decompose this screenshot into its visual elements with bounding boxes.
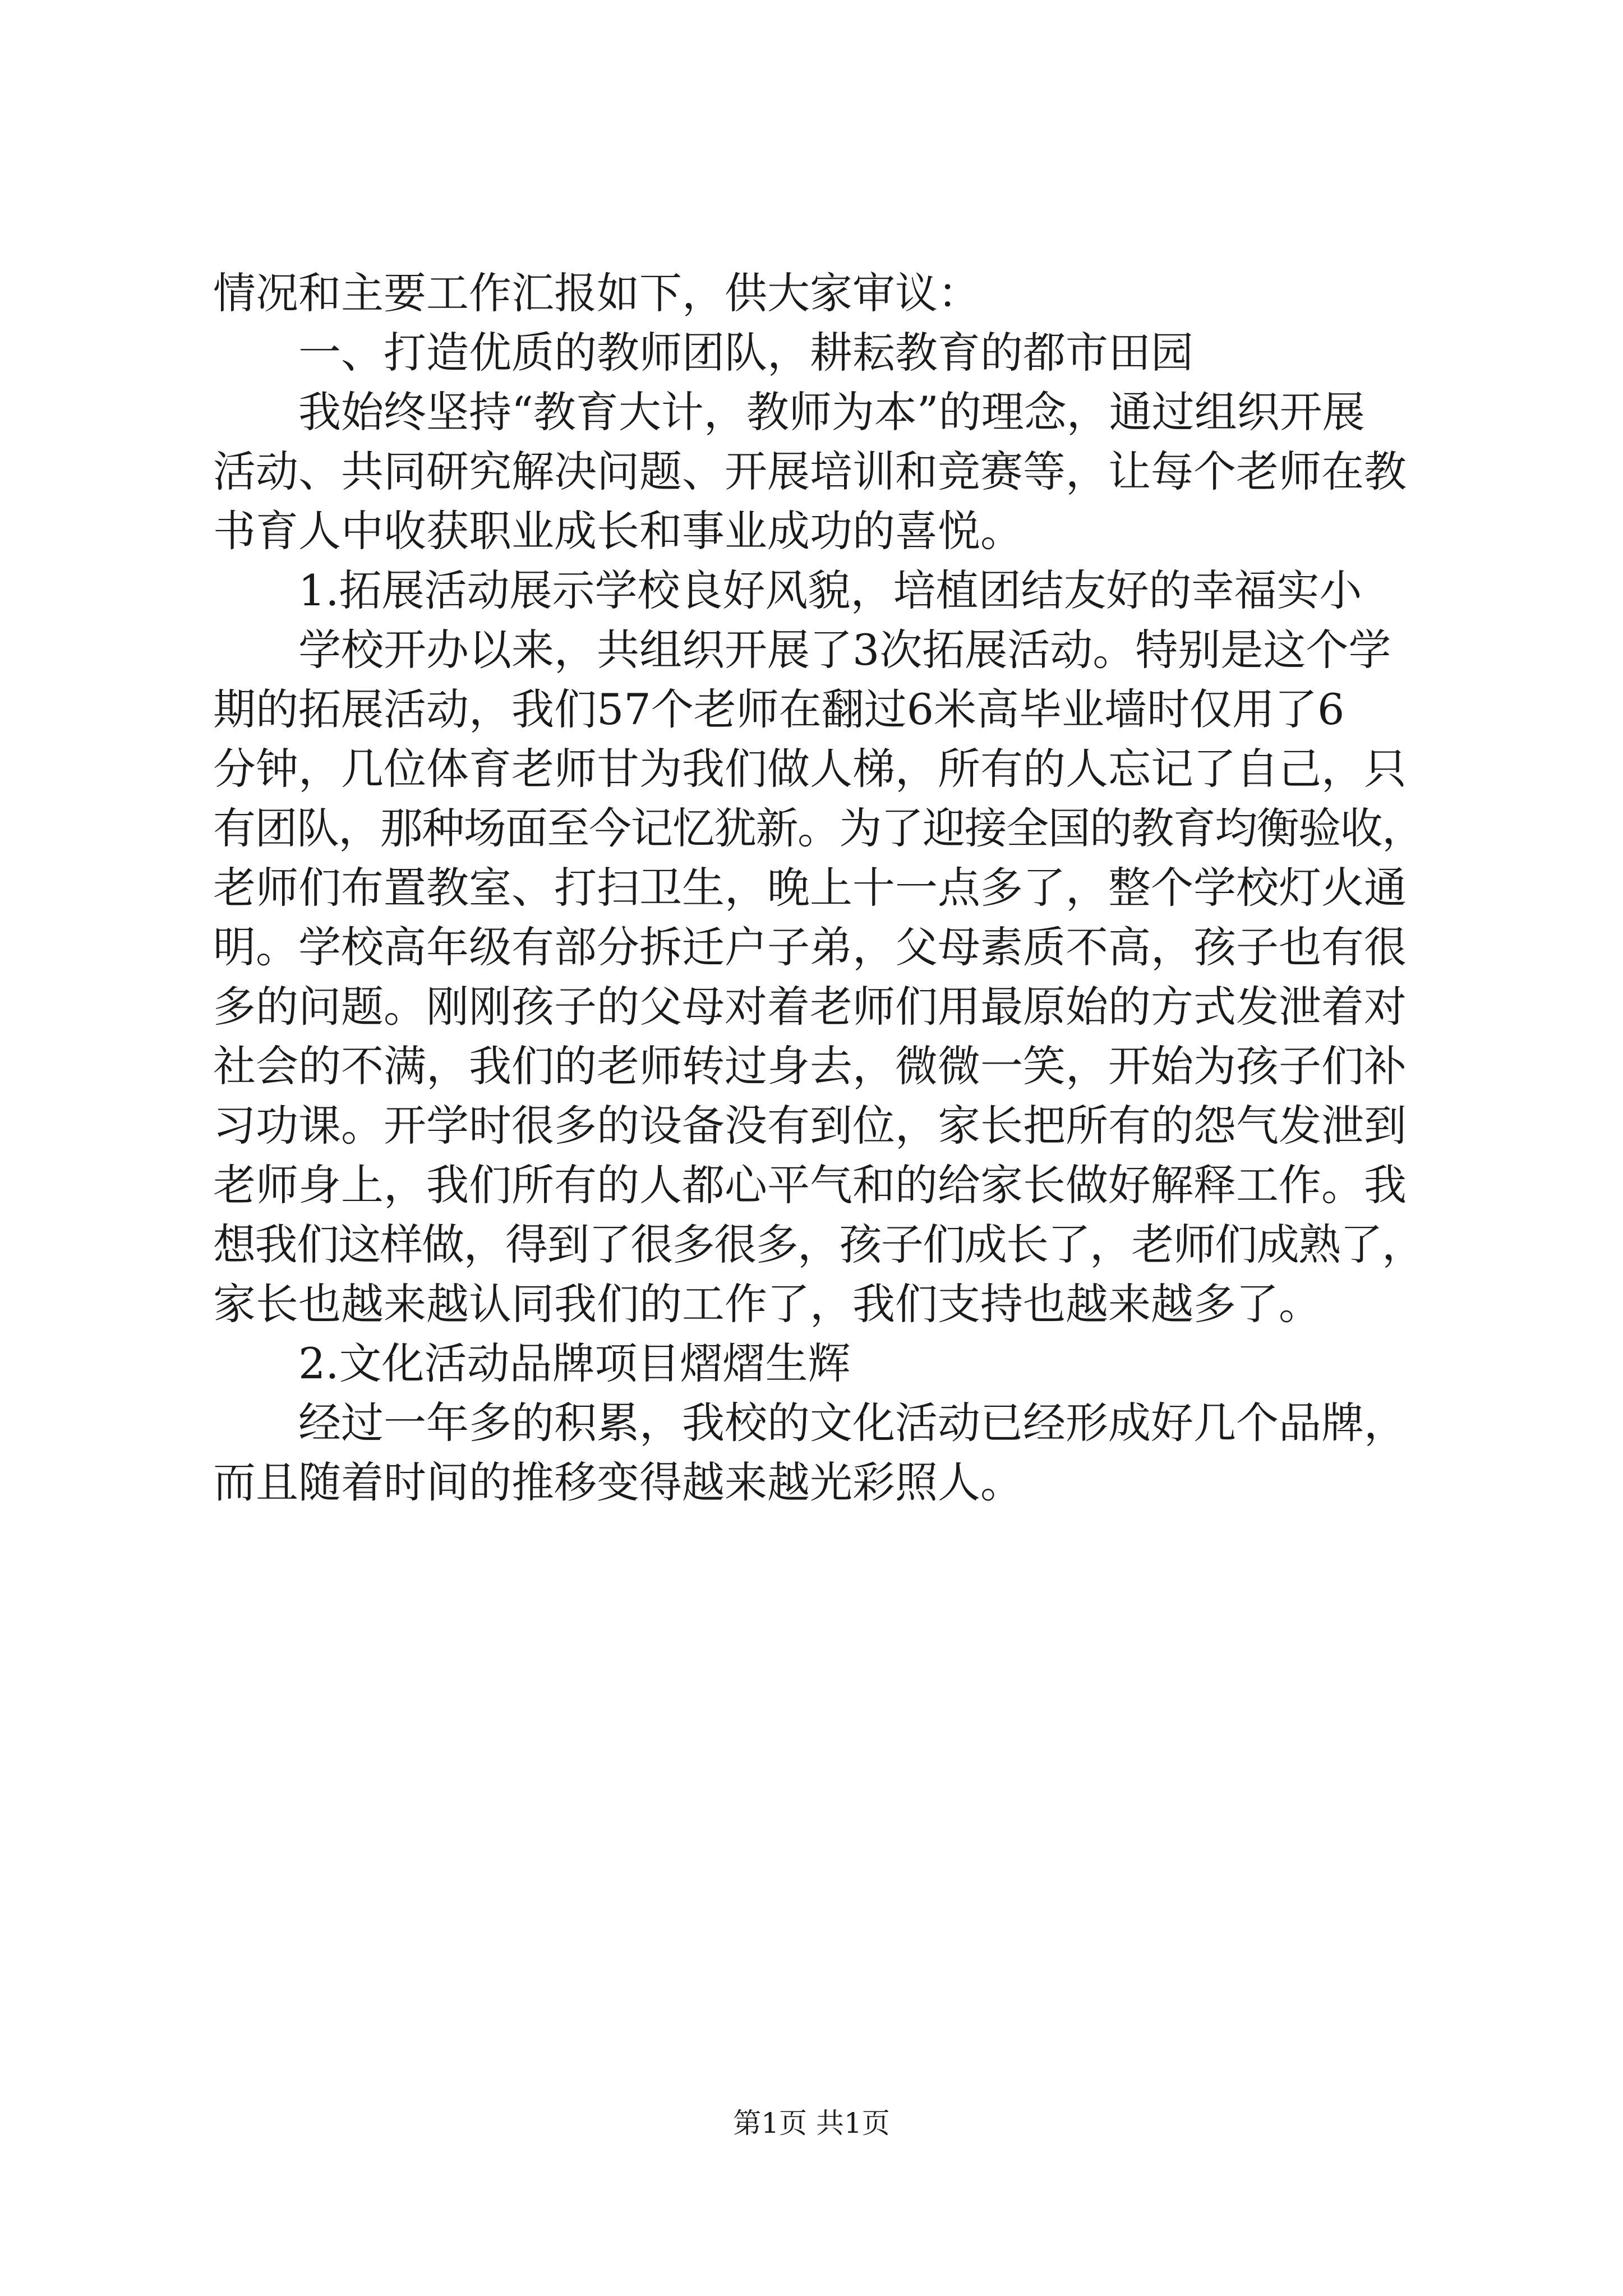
text-line-13: 多的问题。刚刚孩子的父母对着老师们用最原始的方式发泄着对 — [213, 982, 1407, 1032]
text-line-21: 而且随着时间的推移变得越来越光彩照人。 — [213, 1457, 1023, 1507]
text-line-16: 老师身上，我们所有的人都心平气和的给家长做好解释工作。我 — [213, 1160, 1407, 1210]
text-line-20: 经过一年多的积累，我校的文化活动已经形成好几个品牌， — [298, 1398, 1407, 1448]
text-line-7: 学校开办以来，共组织开展了3次拓展活动。特别是这个学 — [298, 625, 1391, 675]
page-footer — [0, 2104, 1623, 2143]
text-line-8: 期的拓展活动，我们57个老师在翻过6米高毕业墙时仅用了6 — [213, 684, 1345, 734]
section-heading-1: 一、打造优质的教师团队，耕耘教育的都市田园 — [298, 328, 1193, 378]
page-number-label: 第1页 共1页 — [733, 2107, 890, 2139]
text-line-11: 老师们布置教室、打扫卫生，晚上十一点多了，整个学校灯火通 — [213, 863, 1407, 913]
subsection-heading-2: 2.文化活动品牌项目熠熠生辉 — [298, 1338, 851, 1388]
document-body — [213, 264, 1424, 1512]
subsection-heading-1: 1.拓展活动展示学校良好风貌，培植团结友好的幸福实小 — [298, 565, 1362, 615]
text-line-1: 情况和主要工作汇报如下，供大家审议： — [213, 268, 980, 318]
text-line-18: 家长也越来越认同我们的工作了，我们支持也越来越多了。 — [213, 1279, 1321, 1329]
text-line-14: 社会的不满，我们的老师转过身去，微微一笑，开始为孩子们补 — [213, 1041, 1407, 1091]
text-line-17: 想我们这样做，得到了很多很多，孩子们成长了，老师们成熟了， — [213, 1220, 1424, 1269]
text-line-3: 我始终坚持“教育大计，教师为本”的理念，通过组织开展 — [298, 387, 1365, 437]
text-line-15: 习功课。开学时很多的设备没有到位，家长把所有的怨气发泄到 — [213, 1101, 1407, 1151]
text-line-10: 有团队，那种场面至今记忆犹新。为了迎接全国的教育均衡验收， — [213, 803, 1424, 853]
text-line-9: 分钟，几位体育老师甘为我们做人梯，所有的人忘记了自己，只 — [213, 744, 1407, 794]
text-line-4: 活动、共同研究解决问题、开展培训和竞赛等，让每个老师在教 — [213, 447, 1407, 496]
text-line-5: 书育人中收获职业成长和事业成功的喜悦。 — [213, 506, 1023, 556]
text-line-12: 明。学校高年级有部分拆迁户子弟，父母素质不高，孩子也有很 — [213, 922, 1407, 972]
